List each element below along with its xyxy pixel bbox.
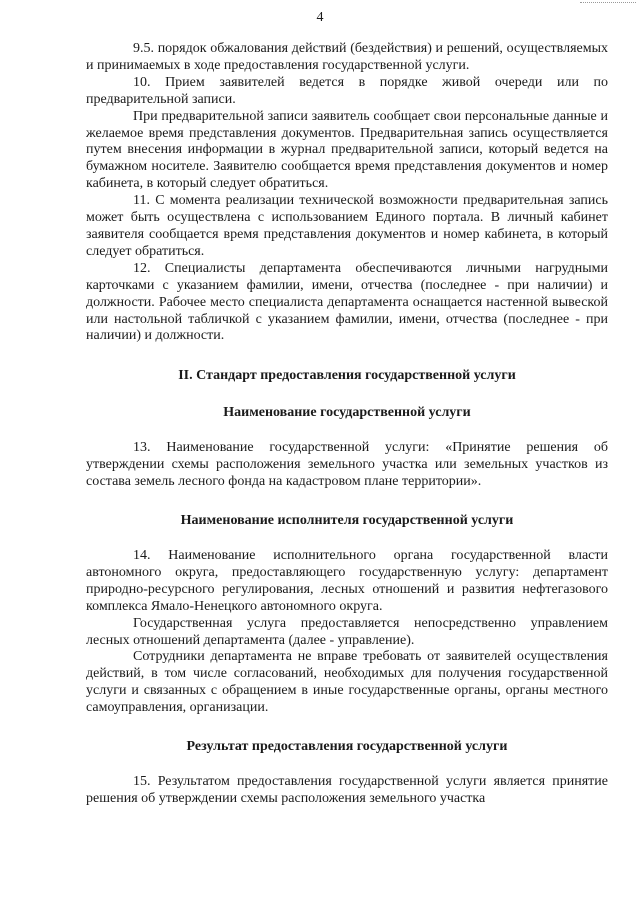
subsection-heading-service-name: Наименование государственной услуги [223,405,471,421]
paragraph-14: 14. Наименование исполнительного органа государственной власти автономного округа, предоставляющего государственную услугу: департамент природно-ресурсного регулирования, лесных отношений и развития нефтегазового комплекса Ямало-Ненецкого автономного округа. [86,548,608,614]
paragraph-10: 10. Прием заявителей ведется в порядке живой очереди или по предварительной записи. [86,74,608,107]
paragraph-11: 11. С момента реализации технической возможности предварительная запись может быть осуществлена с использованием Единого портала. В личный кабинет заявителя сообщается время представления документов и номер кабинета, в который следует обратиться. [86,193,608,259]
paragraph-13: 13. Наименование государственной услуги: «Принятие решения об утверждении схемы расположения земельного участка или земельных участков из состава земель лесного фонда на кадастровом плане территории». [86,440,608,490]
paragraph-service-provided-by: Государственная услуга предоставляется непосредственно управлением лесных отношений департамента (далее - управление). [86,615,608,648]
page-number: 4 [316,10,324,25]
paragraph-9-5: 9.5. порядок обжалования действий (бездействия) и решений, осуществляемых и принимаемых в ходе предоставления государственной услуги. [86,41,608,73]
paragraph-staff-restrictions: Сотрудники департамента не вправе требовать от заявителей осуществления действий, в том числе согласований, необходимых для получения государственной услуги и связанных с обращением в иные государственные органы, органы местного самоуправления, организации. [86,649,608,716]
paragraph-15: 15. Результатом предоставления государственной услуги является принятие решения об утверждении схемы расположения земельного участка [86,774,608,806]
subsection-heading-executor: Наименование исполнителя государственной услуги [180,513,514,529]
subsection-heading-result: Результат предоставления государственной услуги [186,739,508,755]
scan-edge-mark [580,2,636,3]
paragraph-preliminary-record: При предварительной записи заявитель сообщает свои персональные данные и желаемое время представления документов. Предварительная запись осуществляется путем внесения информации в журнал предварительной записи, который ведется на бумажном носителе. Заявителю сообщается время представления документов и номер кабинета, в который следует обратиться. [86,108,608,192]
paragraph-12: 12. Специалисты департамента обеспечиваются личными нагрудными карточками с указанием фамилии, имени, отчества (последнее - при наличии) и должности. Рабочее место специалиста департамента оснащается настенной вывеской или настольной табличкой с указанием фамилии, имени, отчества (последнее - при наличии) и должности. [86,260,608,344]
document-body [86,41,608,808]
section-title: II. Стандарт предоставления государственной услуги [178,368,516,384]
